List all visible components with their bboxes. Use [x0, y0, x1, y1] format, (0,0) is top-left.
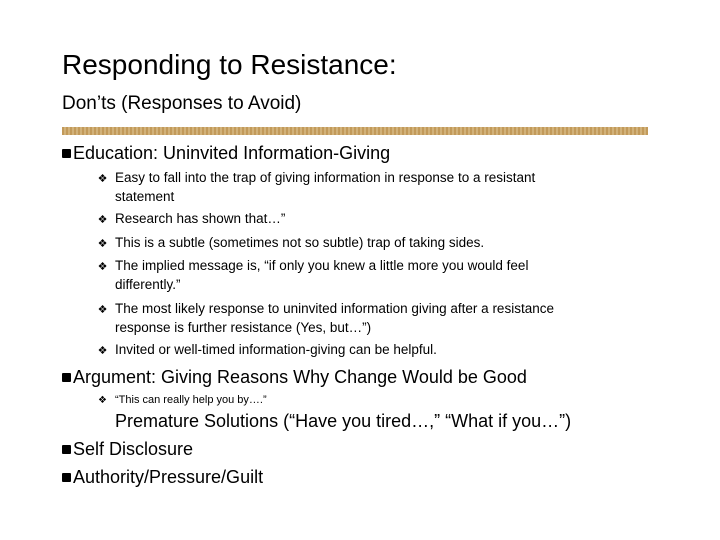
square-bullet-icon — [62, 149, 71, 158]
diamond-bullet-icon: ❖ — [97, 344, 108, 357]
bullet-item: ❖ The most likely response to uninvited information giving after a resistance — [97, 301, 554, 316]
argument-heading: Argument: Giving Reasons Why Change Would be Good — [62, 366, 527, 388]
square-bullet-icon — [62, 445, 71, 454]
bullet-continuation: differently.” — [115, 277, 181, 292]
premature-solutions-line: Premature Solutions (“Have you tired…,” “What if you…”) — [115, 411, 572, 431]
bullet-continuation: statement — [115, 189, 175, 204]
self-disclosure-heading: Self Disclosure — [62, 438, 193, 460]
diamond-bullet-icon: ❖ — [97, 237, 108, 250]
authority-heading: Authority/Pressure/Guilt — [62, 466, 263, 488]
diamond-bullet-icon: ❖ — [97, 172, 108, 185]
divider-rule — [62, 127, 648, 135]
diamond-bullet-icon: ❖ — [98, 395, 107, 406]
square-bullet-icon — [62, 473, 71, 482]
bullet-continuation: response is further resistance (Yes, but…”) — [115, 320, 372, 335]
slide-subtitle: Don’ts (Responses to Avoid) — [62, 93, 302, 114]
title-text: Responding to Resistance — [62, 49, 389, 80]
diamond-bullet-icon: ❖ — [97, 213, 108, 226]
diamond-bullet-icon: ❖ — [97, 260, 108, 273]
bullet-item: ❖ “This can really help you by….” — [96, 392, 267, 408]
education-heading: Education: Uninvited Information-Giving — [62, 142, 390, 164]
diamond-bullet-icon: ❖ — [97, 303, 108, 316]
bullet-item: ❖ The implied message is, “if only you knew a little more you would feel — [97, 258, 529, 273]
title-colon: : — [388, 49, 397, 80]
bullet-item: ❖ Research has shown that…” — [97, 211, 286, 226]
square-bullet-icon — [62, 373, 71, 382]
bullet-item: ❖ This is a subtle (sometimes not so subtle) trap of taking sides. — [97, 235, 485, 250]
slide-title — [62, 48, 397, 82]
bullet-item: ❖ Invited or well-timed information-giving can be helpful. — [97, 342, 437, 357]
bullet-item: ❖ Easy to fall into the trap of giving information in response to a resistant — [97, 170, 536, 185]
